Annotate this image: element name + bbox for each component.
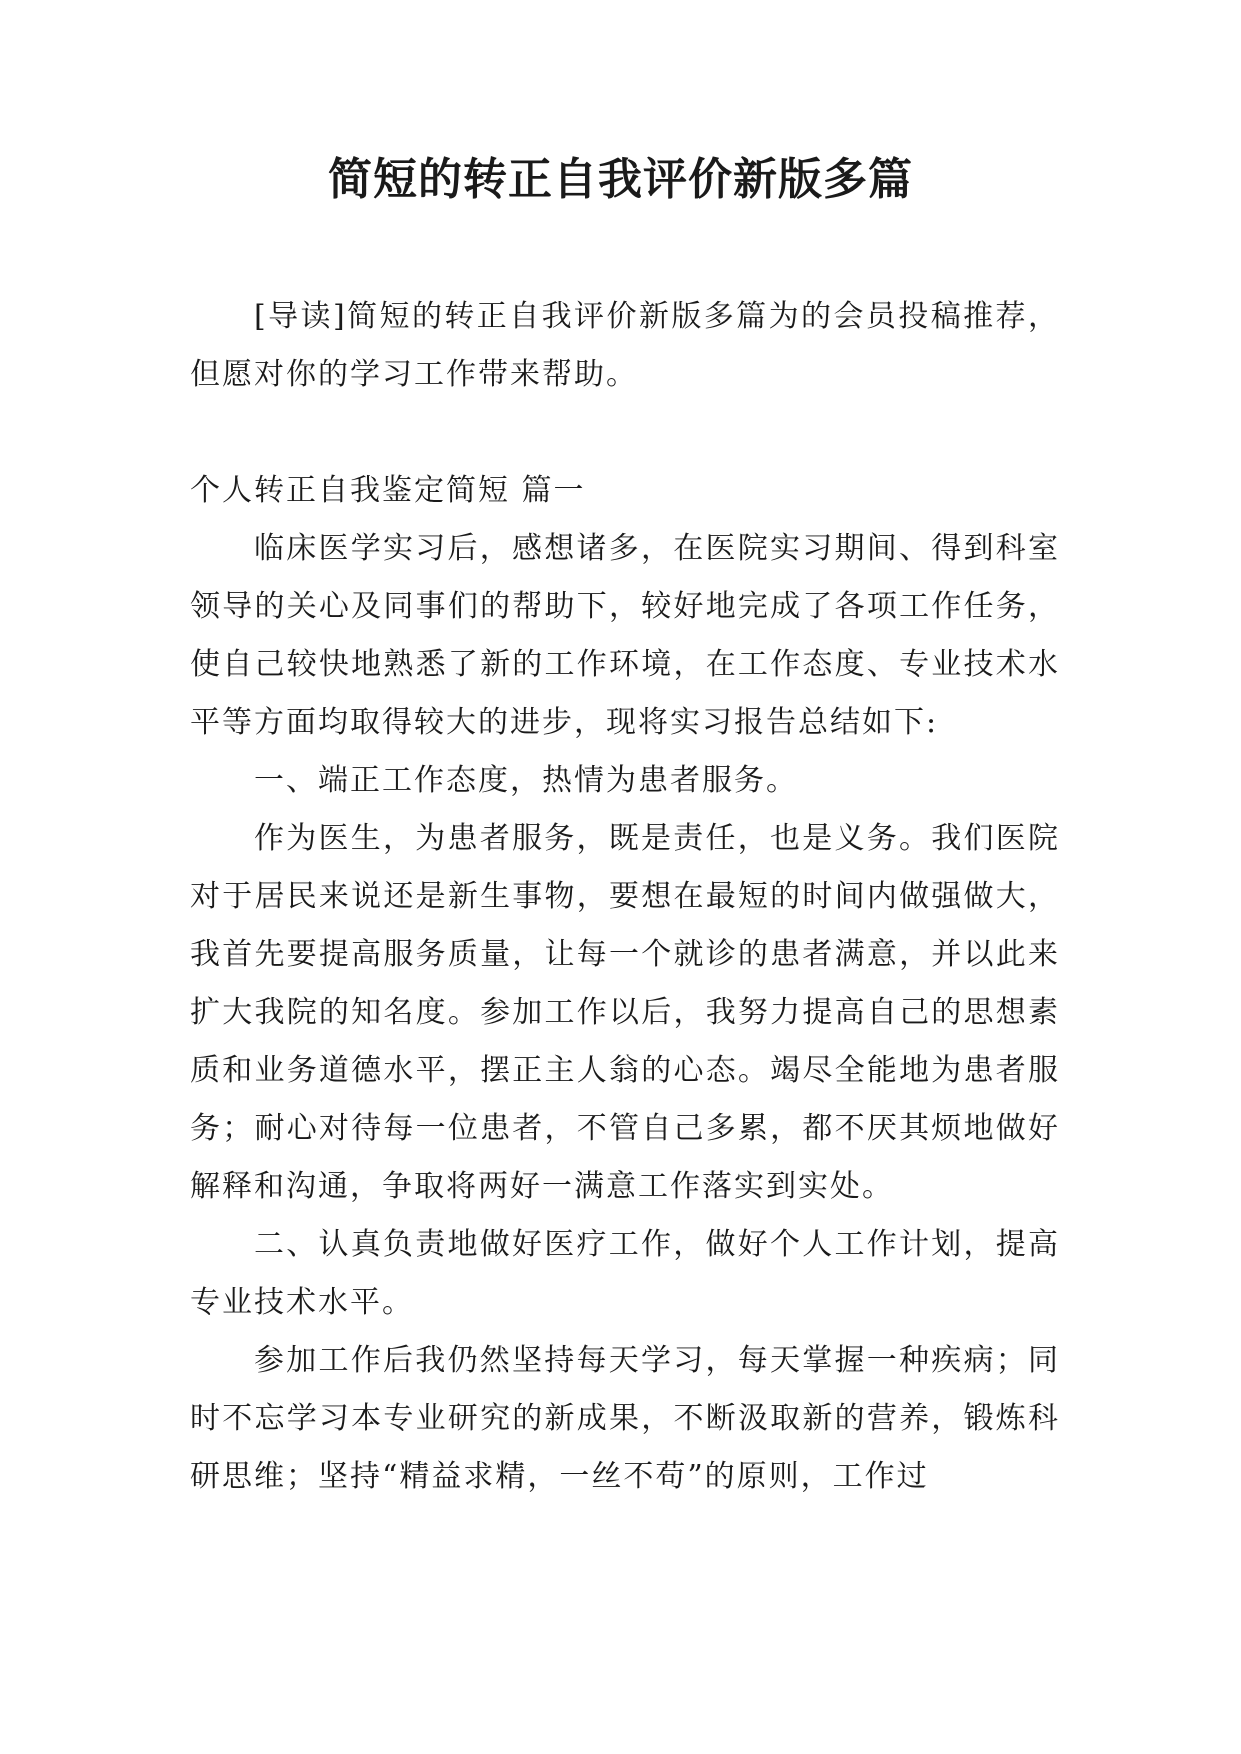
intro-paragraph: [导读]简短的转正自我评价新版多篇为的会员投稿推荐，但愿对你的学习工作带来帮助。 — [190, 299, 1060, 392]
document-title: 简短的转正自我评价新版多篇 — [328, 154, 913, 205]
body-paragraph: 作为医生，为患者服务，既是责任，也是义务。我们医院对于居民来说还是新生事物，要想在最短的时间内做强做大，我首先要提高服务质量，让每一个就诊的患者满意，并以此来扩大我院的知名度。参加工作以后，我努力提高自己的思想素质和业务道德水平，摆正主人翁的心态。竭尽全能地为患者服务；耐心对待每一位患者，不管自己多累，都不厌其烦地做好解释和沟通，争取将两好一满意工作落实到实处。 — [190, 821, 1060, 1204]
subheading-paragraph: 二、认真负责地做好医疗工作，做好个人工作计划，提高专业技术水平。 — [190, 1227, 1060, 1320]
body-paragraph: 临床医学实习后，感想诸多，在医院实习期间、得到科室领导的关心及同事们的帮助下，较好地完成了各项工作任务，使自己较快地熟悉了新的工作环境，在工作态度、专业技术水平等方面均取得较大的进步，现将实习报告总结如下: — [190, 531, 1060, 740]
document-body — [190, 288, 1060, 1506]
body-paragraph: 参加工作后我仍然坚持每天学习，每天掌握一种疾病；同时不忘学习本专业研究的新成果，不断汲取新的营养，锻炼科研思维；坚持“精益求精，一丝不苟”的原则，工作过 — [190, 1343, 1060, 1494]
subheading-paragraph: 一、端正工作态度，热情为患者服务。 — [254, 763, 798, 798]
section-heading: 个人转正自我鉴定简短 篇一 — [190, 473, 586, 508]
